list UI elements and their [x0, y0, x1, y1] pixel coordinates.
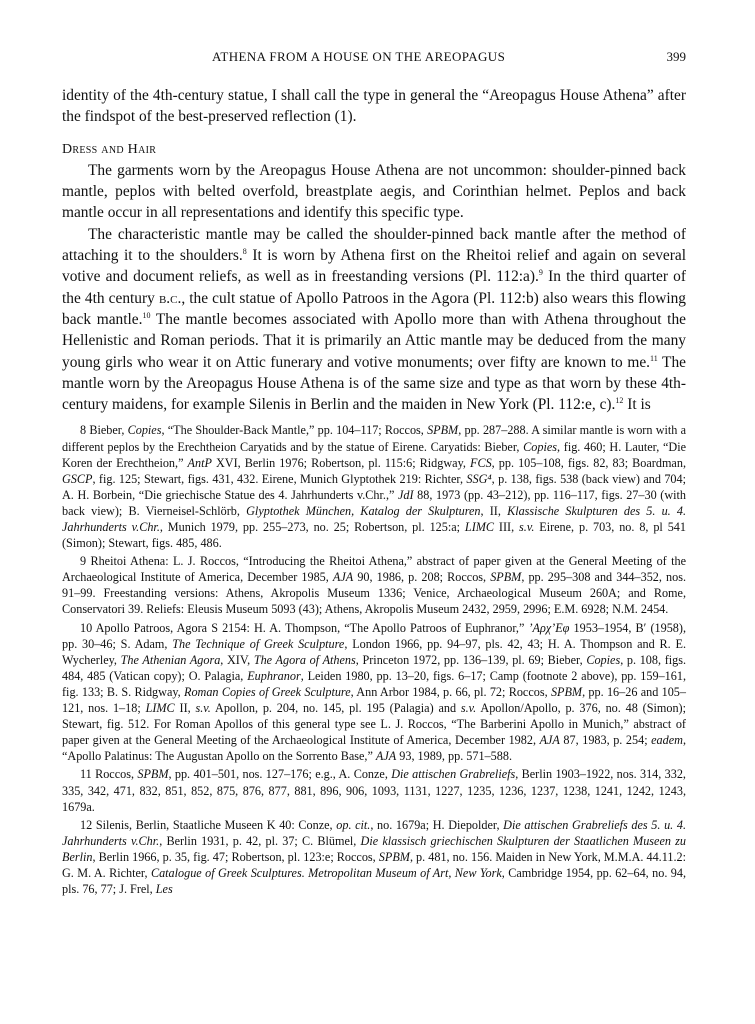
italic-citation: Copies [523, 439, 558, 454]
italic-citation: Roman Copies of Greek Sculpture [184, 684, 351, 699]
italic-citation: The Technique of Greek Sculpture [172, 636, 345, 651]
italic-citation: ’Αρχ’Εφ [528, 620, 570, 635]
section-heading: Dress and Hair [62, 141, 157, 157]
footnote: 10 Apollo Patroos, Agora S 2154: H. A. Thompson, “The Apollo Patroos of Euphranor,” ’Αρχ’Εφ 1953–1954, Β′ (1958), pp. 30–46; S. Adam, The Technique of Greek Sculpture, London 1966, pp. 94–97, pls. 42, 43; H. A. Thompson and R. E. Wycherley, The Athenian Agora, XIV, The Agora of Athens, Princeton 1972, pp. 136–139, pl. 69; Bieber, Copies, p. 108, figs. 484, 485 (Vatican copy); O. Palagia, Euphranor, Leiden 1980, pp. 13–20, figs. 6–17; Camp (footnote 2 above), pp. 159–161, fig. 133; B. S. Ridgway, Roman Copies of Greek Sculpture, Ann Arbor 1984, p. 66, pl. 72; Roccos, SPBM, pp. 16–26 and 105–121, nos. 1–18; LIMC II, s.v. Apollon, p. 204, no. 145, pl. 195 (Palagia) and s.v. Apollon/Apollo, p. 376, no. 48 (Simon); Stewart, fig. 512. For Roman Apollos of this general type see L. J. Roccos, “The Barberini Apollo in Munich,” abstract of paper given at the General Meeting of the Archaeological Institute of America, December 1982, AJA 87, 1983, p. 254; eadem, “Apollo Palatinus: The Augustan Apollo on the Sorrento Base,” AJA 93, 1989, pp. 571–588. [62, 620, 687, 764]
italic-citation: The Agora of Athens [253, 652, 356, 667]
footnotes [62, 422, 686, 897]
body-text [62, 85, 686, 415]
running-header [62, 40, 686, 64]
italic-citation: SSG⁴ [466, 471, 492, 486]
page-number: 399 [666, 49, 686, 64]
intro-paragraph: identity of the 4th-century statue, I shall call the type in general the “Areopagus House Athena” after the findspot of the best-preserved reflection (1). [62, 87, 686, 126]
italic-citation: LIMC [145, 701, 175, 716]
footnote-ref[interactable]: 11 [650, 353, 658, 363]
italic-citation: LIMC [464, 520, 495, 535]
footnote: 8 Bieber, Copies, “The Shoulder-Back Mantle,” pp. 104–117; Roccos, SPBM, pp. 287–288. A similar mantle is worn with a different peplos by the Erechtheion Caryatids and by the statue of Eirene. Caryatids: Bieber, Copies, fig. 460; H. Lauter, “Die Koren der Erechtheion,” AntP XVI, Berlin 1976; Robertson, pl. 115:6; Ridgway, FCS, pp. 105–108, figs. 82, 83; Boardman, GSCP, fig. 125; Stewart, figs. 431, 432. Eirene, Munich Glyptothek 219: Richter, SSG⁴, p. 138, figs. 538 (back view) and 704; A. H. Borbein, “Die griechische Statue des 4. Jahrhunderts v.Chr.,” JdI 88, 1973 (pp. 43–212), pp. 116–117, figs. 27–30 (with back view); B. Vierneisel-Schlörb, Glyptothek München, Katalog der Skulpturen, II, Klassische Skulpturen des 5. u. 4. Jahrhunderts v.Chr., Munich 1979, pp. 255–273, no. 25; Robertson, pl. 125:a; LIMC III, s.v. Eirene, p. 703, no. 8, pl 541 (Simon); Stewart, figs. 485, 486. [62, 423, 687, 551]
italic-citation: Catalogue of Greek Sculptures. Metropolitan Museum of Art, New York [150, 865, 502, 880]
italic-citation: s.v. [519, 520, 535, 535]
italic-citation: The Athenian Agora [120, 652, 221, 667]
italic-citation: eadem [651, 733, 683, 748]
footnote: 11 Roccos, SPBM, pp. 401–501, nos. 127–176; e.g., A. Conze, Die attischen Grabreliefs, Berlin 1903–1922, nos. 314, 332, 335, 342, 471, 832, 851, 852, 875, 876, 877, 881, 896, 906, 1093, 1131, 1227, 1235, 1236, 1237, 1238, 1241, 1242, 1243, 1679a. [62, 767, 686, 814]
italic-citation: SPBM [490, 570, 522, 585]
italic-citation: Euphranor [247, 668, 301, 683]
page [62, 40, 686, 899]
italic-citation: op. cit. [336, 817, 371, 832]
paragraph-garments: The garments worn by the Areopagus House Athena are not uncommon: shoulder-pinned back mantle, peplos with belted overfold, breastplate aegis, and Corinthian helmet. Peplos and back mantle occur in all representations and identify this specific type. [62, 161, 686, 222]
italic-citation: Die attischen Grabreliefs [391, 767, 516, 782]
italic-citation: Glyptothek München, Katalog der Skulpturen [246, 503, 481, 518]
italic-citation: s.v. [195, 701, 211, 716]
italic-citation: SPBM [378, 849, 410, 864]
running-head-title: ATHENA FROM A HOUSE ON THE AREOPAGUS [212, 49, 506, 64]
small-caps-text: b.c. [158, 289, 182, 307]
footnote-ref[interactable]: 10 [142, 310, 151, 320]
paragraph-mantle: The characteristic mantle may be called the shoulder-pinned back mantle after the method of attaching it to the shoulders.$^8$ It is worn by Athena first on the Rheitoi relief and again on several votive and document reliefs, as well as in freestanding versions (Pl. 112:a).$^9$ In the third quarter of the 4th century b.c., the cult statue of Apollo Patroos in the Agora (Pl. 112:b) also wears this flowing back mantle.$^{10}$ The mantle becomes associated with Apollo more than with Athena throughout the Hellenistic and Roman periods. That it is primarily an Attic mantle may be deduced from the many young girls who wear it on Attic funerary and votive monuments; over fifty are known to me.$^{11}$ The mantle worn by the Areopagus House Athena is of the same size and type as that worn by these 4th-century maidens, for example Silenis in Berlin and the maiden in New York (Pl. 112:e, c).$^{12}$ It is [62, 225, 686, 414]
italic-citation: s.v. [460, 701, 477, 716]
footnote-ref[interactable]: 8 [242, 246, 247, 256]
footnote: 9 Rheitoi Athena: L. J. Roccos, “Introducing the Rheitoi Athena,” abstract of paper given at the General Meeting of the Archaeological Institute of America, December 1985, AJA 90, 1986, p. 208; Roccos, SPBM, pp. 295–308 and 344–352, nos. 91–99. Freestanding versions: Athens, Akropolis Museum 1336; Venice, Archaeological Museum 260A; and Rome, Conservatori 39. Reliefs: Eleusis Museum 5093 (43); Athens, Akropolis Museum 2432, 2959, 2996; E.M. 6928; N.M. 2454. [62, 554, 687, 617]
italic-citation: FCS [470, 455, 492, 470]
italic-citation: AntP [187, 455, 212, 470]
footnote-ref[interactable]: 12 [615, 396, 624, 406]
italic-citation: JdI [398, 487, 414, 502]
italic-citation: Die klassisch griechischen Skulpturen der Staatlichen Museen zu Berlin [62, 833, 687, 864]
italic-citation: Die attischen Grabreliefs des 5. u. 4. Jahrhunderts v.Chr. [62, 817, 687, 848]
italic-citation: GSCP [62, 471, 93, 486]
italic-citation: SPBM [137, 767, 169, 782]
italic-citation: AJA [375, 749, 397, 764]
italic-citation: SPBM [550, 684, 583, 699]
italic-citation: Klassische Skulpturen des 5. u. 4. Jahrhunderts v.Chr. [62, 503, 687, 535]
footnote: 12 Silenis, Berlin, Staatliche Museen K 40: Conze, op. cit., no. 1679a; H. Diepolder, Die attischen Grabreliefs des 5. u. 4. Jahrhunderts v.Chr., Berlin 1931, p. 42, pl. 37; C. Blümel, Die klassisch griechischen Skulpturen der Staatlichen Museen zu Berlin, Berlin 1966, p. 35, fig. 47; Robertson, pl. 123:e; Roccos, SPBM, p. 481, no. 156. Maiden in New York, M.M.A. 44.11.2: G. M. A. Richter, Catalogue of Greek Sculptures. Metropolitan Museum of Art, New York, Cambridge 1954, pp. 62–64, no. 94, pls. 76, 77; J. Frel, Les [62, 817, 687, 897]
italic-citation: SPBM [427, 423, 459, 438]
italic-citation: Copies [586, 652, 621, 667]
italic-citation: Les [155, 882, 173, 897]
italic-citation: AJA [332, 570, 354, 585]
italic-citation: Copies [127, 423, 162, 438]
italic-citation: AJA [539, 733, 560, 748]
footnote-ref[interactable]: 9 [538, 268, 543, 278]
